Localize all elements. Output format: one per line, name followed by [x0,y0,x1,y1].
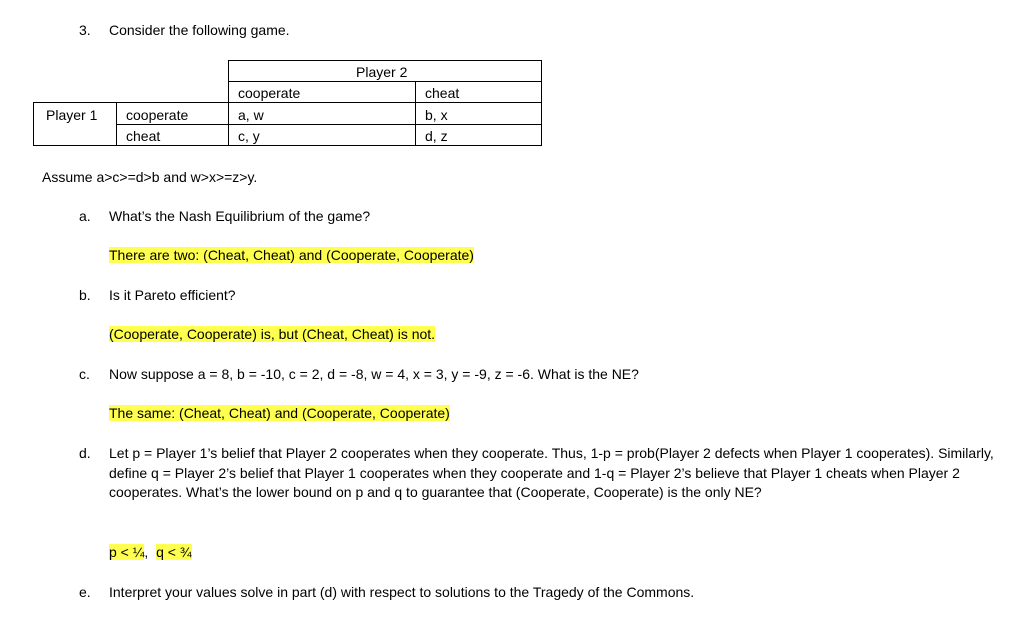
payoff-value: b, x [425,107,448,123]
payoff-cell [228,102,416,125]
row-header-cooperate [116,102,229,125]
part-answer: (Cooperate, Cooperate) is, but (Cheat, Cheat) is not. [109,326,436,342]
payoff-value: a, w [238,107,264,123]
question-prompt: Consider the following game. [109,22,290,38]
col-header-label: cheat [425,85,460,101]
col-header-label: cooperate [238,85,301,101]
player1-label: Player 1 [46,107,98,123]
payoff-cell [415,102,542,125]
player2-label: Player 2 [356,64,408,80]
payoff-cell [228,124,416,146]
payoff-value: c, y [238,128,260,144]
payoff-cell [415,124,542,146]
part-label: c. [79,366,90,382]
row-header-label: cheat [126,128,161,144]
answer-q: q < ¾ [156,544,192,560]
part-answer: The same: (Cheat, Cheat) and (Cooperate, Cooperate) [109,405,450,421]
part-label: e. [79,584,91,600]
col-header-cooperate [228,81,416,103]
assumption-text: Assume a>c>=d>b and w>x>=z>y. [42,169,258,185]
part-question: Now suppose a = 8, b = -10, c = 2, d = -8, w = 4, x = 3, y = -9, z = -6. What is the NE? [109,366,639,382]
part-question: Let p = Player 1’s belief that Player 2 cooperates when they cooperate. Thus, 1-p = prob(Player 2 defects when Player 1 cooperates). Similarly, define q = Player 2’s belief that Player 1 cooperates when they cooperate and 1-q = Player 2’s believe that Player 1 cheats when Player 2 cooperates. What’s the lower bound on p and q to guarantee that (Cooperate, Cooperate) is the only NE? [109,445,994,500]
part-label: d. [79,445,91,461]
answer-p: p < ¼ [109,544,145,560]
part-question: Is it Pareto efficient? [109,287,236,303]
col-header-cheat [415,81,542,103]
part-label: a. [79,208,91,224]
part-label: b. [79,287,91,303]
payoff-value: d, z [425,128,448,144]
part-question: What’s the Nash Equilibrium of the game? [109,208,371,224]
player2-header-cell [228,60,542,82]
question-number: 3. [79,22,91,38]
part-question: Interpret your values solve in part (d) with respect to solutions to the Tragedy of the Commons. [109,584,695,600]
player1-label-cell [33,102,117,146]
part-answer [109,544,192,560]
answer-separator: , [144,544,149,560]
row-header-label: cooperate [126,107,189,123]
row-header-cheat [116,124,229,146]
part-answer: There are two: (Cheat, Cheat) and (Cooperate, Cooperate) [109,247,474,263]
